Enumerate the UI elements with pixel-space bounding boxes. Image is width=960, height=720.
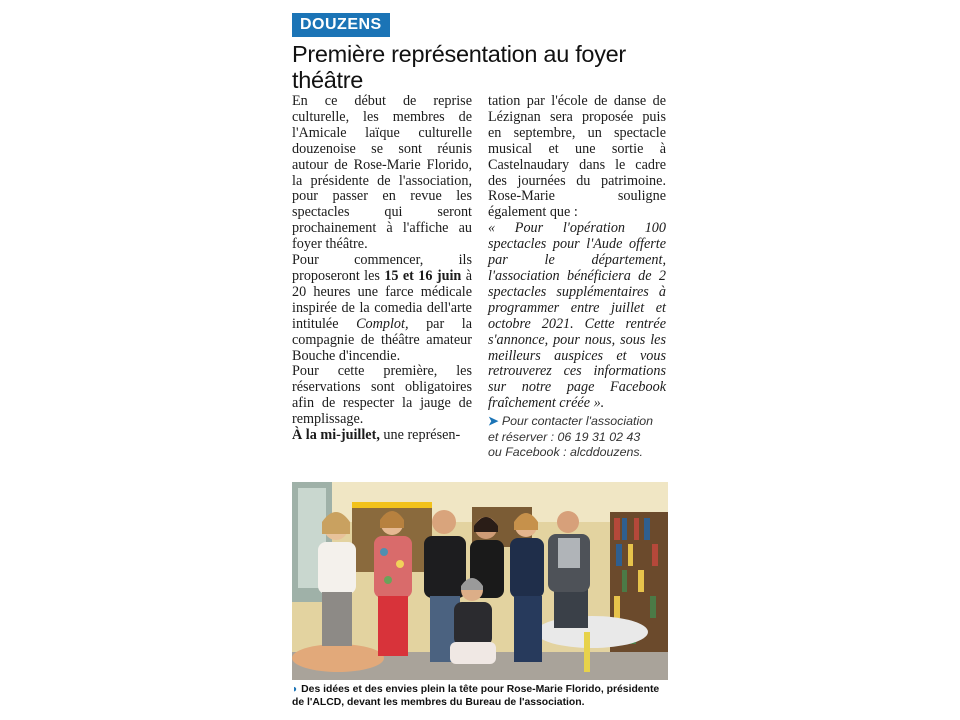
text-run: par la compagnie de théâtre amateur Bouche d'incendie. xyxy=(292,315,473,364)
paragraph: Pour cette première, les réservations sont obligatoires afin de respecter la jauge de remplissage. xyxy=(292,363,472,428)
group-photo xyxy=(292,482,668,680)
photo-caption xyxy=(292,684,668,709)
date-highlight: 15 et 16 juin xyxy=(384,267,462,284)
date-highlight: À la mi-juillet, xyxy=(292,427,380,444)
article-title: Première représentation au foyer théâtre xyxy=(292,41,626,93)
contact-line: ou Facebook : alcddouzens. xyxy=(488,445,643,460)
contact-line: et réserver : 06 19 31 02 43 xyxy=(488,429,641,444)
quote-paragraph: « Pour l'opération 100 spectacles pour l'Aude offerte par le département, l'association bénéficiera de 2 spectacles supplémentaires à programmer entre juillet et octobre 2021. Cette rentrée s'annonce, pour nous, sous les meilleurs auspices et vous retrouverez ces informations sur notre page Facebook fraîchement créée ». xyxy=(488,220,666,412)
paragraph: tation par l'école de danse de Lézignan sera proposée puis en septembre, un spectacle musical et une sortie à Castelnaudary dans le cadre des journées du patrimoine. Rose-Marie souligne également que : xyxy=(488,93,666,221)
caption-marker-icon: ◗ xyxy=(292,684,299,695)
paragraph xyxy=(292,428,472,444)
text-run: à 20 heures une farce médicale inspirée de la comedia dell'arte intitulée xyxy=(292,267,472,332)
contact-line xyxy=(488,414,666,430)
paragraph: En ce début de reprise culturelle, les membres de l'Amicale laïque culturelle douzenoise se sont réunis autour de Rose-Marie Florido, la présidente de l'association, pour passer en revue les spectacles qui seront prochainement à l'affiche au foyer théâtre. xyxy=(292,93,472,253)
caption-text: Des idées et des envies plein la tête pour Rose-Marie Florido, présidente de l'ALCD, devant les membres du Bureau de l'association. xyxy=(292,684,660,708)
contact-text: Pour contacter l'association xyxy=(501,414,653,429)
paragraph xyxy=(292,253,472,364)
group-photo-illustration xyxy=(292,482,668,680)
contact-info xyxy=(488,414,666,461)
article-column-2 xyxy=(488,94,666,461)
play-title: Complot, xyxy=(356,315,409,332)
newspaper-clipping xyxy=(292,10,668,710)
text-run: Pour commencer, ils proposeront les xyxy=(292,252,472,284)
text-run: une représen- xyxy=(379,427,461,444)
arrow-icon: ➤ xyxy=(488,414,499,429)
location-tag: DOUZENS xyxy=(292,13,390,37)
article-column-1 xyxy=(292,94,472,444)
